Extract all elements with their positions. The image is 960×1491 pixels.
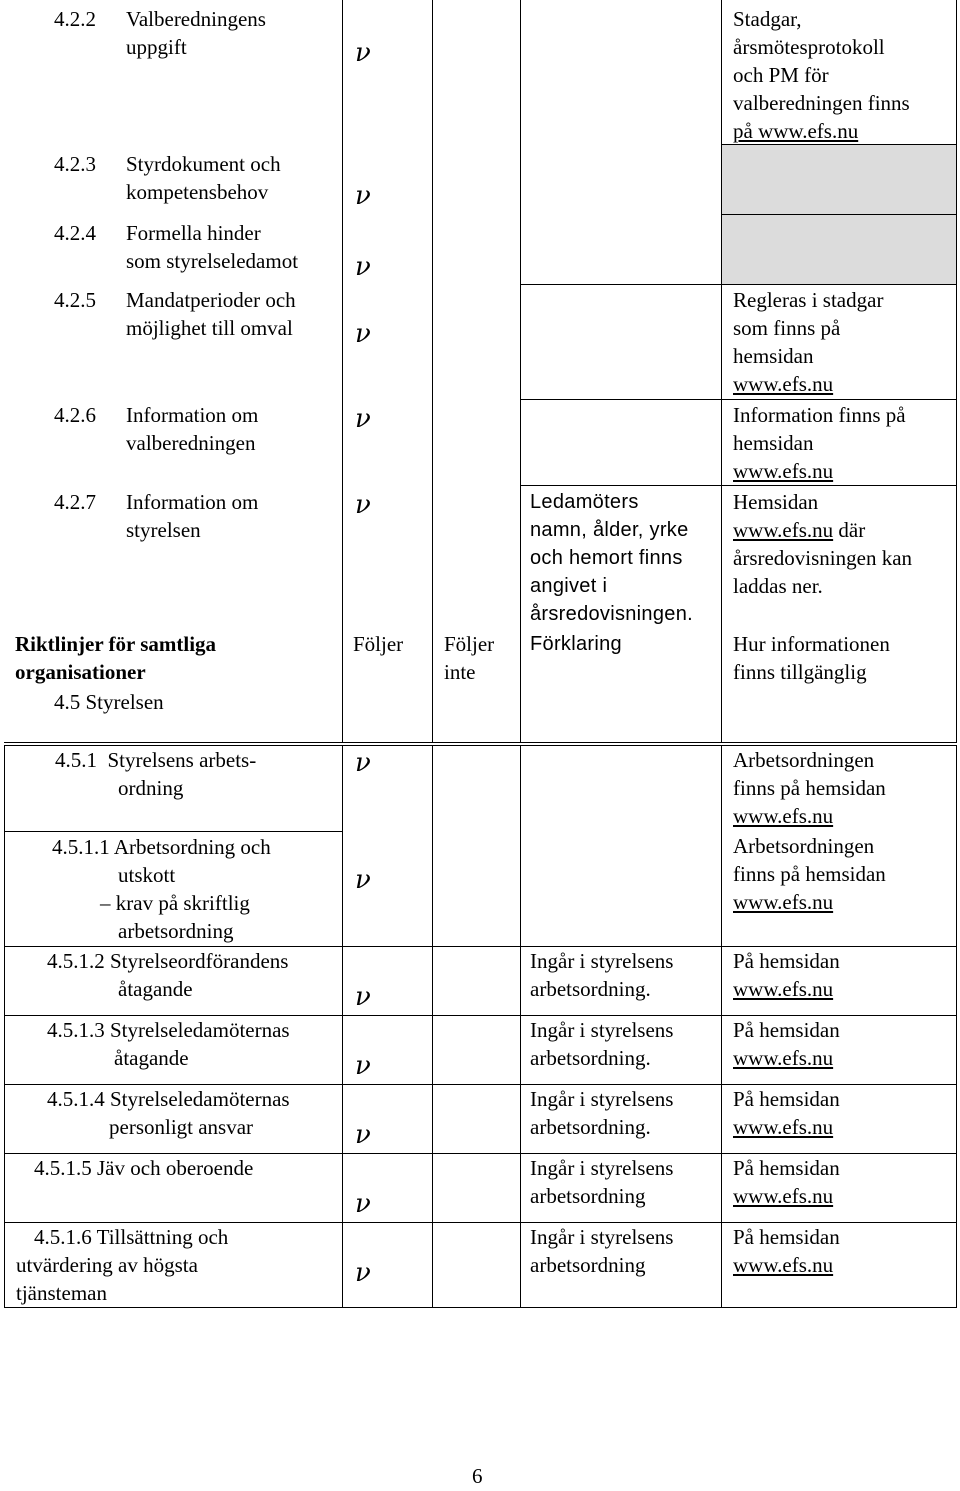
info-text: årsredovisningen kan [733, 546, 913, 570]
website-link[interactable]: på www.efs.nu [733, 119, 859, 143]
info-text: årsmötesprotokoll [733, 35, 885, 59]
check-mark-icon: ν [355, 252, 371, 282]
info-text: Hemsidan [733, 490, 819, 514]
check-mark-icon: ν [355, 490, 371, 520]
comment-text: angivet i [530, 575, 608, 597]
section-title: ordning [118, 776, 184, 800]
info-text: På hemsidan [733, 1087, 840, 1111]
column-header-explanation: Förklaring [530, 633, 622, 655]
section-title: Information om [126, 403, 259, 427]
check-mark-icon: ν [355, 181, 371, 211]
comment-text: Ingår i styrelsens [530, 1156, 674, 1180]
table-row [0, 831, 960, 946]
check-mark-icon: ν [355, 38, 371, 68]
check-mark-icon: ν [355, 748, 371, 778]
column-header-info: Hur informationen [733, 632, 890, 656]
section-heading: Riktlinjer för samtliga [15, 632, 217, 656]
check-mark-icon: ν [355, 1189, 371, 1219]
website-link[interactable]: www.efs.nu [733, 459, 834, 483]
website-link[interactable]: www.efs.nu [733, 977, 834, 1001]
section-title: styrelsen [126, 518, 201, 542]
shaded-cell [721, 215, 957, 285]
website-link[interactable]: www.efs.nu [733, 890, 834, 914]
table-row [0, 1015, 960, 1084]
section-number: 4.2.7 [54, 490, 96, 514]
table-row [0, 400, 960, 486]
check-mark-icon: ν [355, 982, 371, 1012]
section-title: 4.5.1 Styrelsens arbets- [55, 748, 257, 772]
section-number: 4.2.2 [54, 7, 96, 31]
table-row [0, 1222, 960, 1308]
website-link[interactable]: www.efs.nu [733, 518, 834, 542]
section-title: arbetsordning [118, 919, 234, 943]
section-title: – krav på skriftlig [100, 891, 250, 915]
section-title: 4.5.1.3 Styrelseledamöternas [47, 1018, 290, 1042]
section-title: åtagande [118, 977, 193, 1001]
shaded-cell [721, 145, 957, 215]
info-text: På hemsidan [733, 1018, 840, 1042]
check-mark-icon: ν [355, 1051, 371, 1081]
table-row [0, 946, 960, 1015]
comment-text: arbetsordning. [530, 1115, 651, 1139]
section-title: Mandatperioder och [126, 288, 296, 312]
section-title: 4.5.1.1 Arbetsordning och [52, 835, 271, 859]
check-mark-icon: ν [355, 1258, 371, 1288]
column-header-info: finns tillgänglig [733, 660, 867, 684]
comment-text: Ingår i styrelsens [530, 1087, 674, 1111]
info-text: finns på hemsidan [733, 776, 886, 800]
info-text: Arbetsordningen [733, 748, 875, 772]
info-text: Information finns på [733, 403, 906, 427]
comment-text: och hemort finns [530, 547, 683, 569]
comment-text: Ingår i styrelsens [530, 949, 674, 973]
table-header-row [0, 630, 960, 688]
info-text: På hemsidan [733, 949, 840, 973]
section-number: 4.2.6 [54, 403, 96, 427]
section-title: Valberedningens [126, 7, 266, 31]
section-number: 4.2.3 [54, 152, 96, 176]
section-number: 4.2.5 [54, 288, 96, 312]
table-subheader-row [0, 688, 960, 743]
website-link[interactable]: www.efs.nu [733, 804, 834, 828]
comment-text: arbetsordning. [530, 1046, 651, 1070]
comment-text: arbetsordning [530, 1253, 646, 1277]
website-link[interactable]: www.efs.nu [733, 1253, 834, 1277]
info-text: Arbetsordningen [733, 834, 875, 858]
website-link[interactable]: www.efs.nu [733, 1184, 834, 1208]
info-text: valberedningen finns [733, 91, 910, 115]
comment-text: Ingår i styrelsens [530, 1018, 674, 1042]
section-title: uppgift [126, 35, 187, 59]
check-mark-icon: ν [355, 1120, 371, 1150]
website-link[interactable]: www.efs.nu [733, 372, 834, 396]
check-mark-icon: ν [355, 319, 371, 349]
info-text: På hemsidan [733, 1225, 840, 1249]
comment-text: årsredovisningen. [530, 603, 693, 625]
table-row [0, 215, 960, 285]
section-title: åtagande [114, 1046, 189, 1070]
info-text: hemsidan [733, 344, 814, 368]
section-title: valberedningen [126, 431, 256, 455]
info-text: På hemsidan [733, 1156, 840, 1180]
subsection-title: 4.5 Styrelsen [54, 690, 164, 714]
table-row [0, 486, 960, 630]
section-title: kompetensbehov [126, 180, 269, 204]
comment-text: arbetsordning. [530, 977, 651, 1001]
section-title: tjänsteman [16, 1281, 107, 1305]
section-title: personligt ansvar [109, 1115, 254, 1139]
section-title: som styrelseledamot [126, 249, 299, 273]
table-row [0, 145, 960, 215]
section-heading: organisationer [15, 660, 146, 684]
section-title: utskott [118, 863, 176, 887]
info-text: www.efs.nu där [733, 518, 866, 542]
table-row [0, 285, 960, 400]
check-mark-icon: ν [355, 865, 371, 895]
comment-text: Ingår i styrelsens [530, 1225, 674, 1249]
info-text: Stadgar, [733, 7, 802, 31]
comment-text: Ledamöters [530, 491, 639, 513]
column-header-follows: Följer [353, 632, 404, 656]
website-link[interactable]: www.efs.nu [733, 1115, 834, 1139]
section-title: Styrdokument och [126, 152, 281, 176]
section-number: 4.2.4 [54, 221, 96, 245]
column-header-not-follows: inte [444, 660, 476, 684]
info-text: och PM för [733, 63, 829, 87]
section-title: 4.5.1.5 Jäv och oberoende [34, 1156, 254, 1180]
section-title: 4.5.1.4 Styrelseledamöternas [47, 1087, 290, 1111]
table-row [0, 1153, 960, 1222]
table-row [0, 0, 960, 145]
section-title: Formella hinder [126, 221, 261, 245]
section-title: utvärdering av högsta [16, 1253, 198, 1277]
info-text: hemsidan [733, 431, 814, 455]
table-row [0, 745, 960, 831]
info-text: finns på hemsidan [733, 862, 886, 886]
section-title: 4.5.1.2 Styrelseordförandens [47, 949, 289, 973]
section-title: möjlighet till omval [126, 316, 293, 340]
info-text: Regleras i stadgar [733, 288, 884, 312]
section-title: Information om [126, 490, 259, 514]
comment-text: namn, ålder, yrke [530, 519, 689, 541]
table-row [0, 1084, 960, 1153]
section-title: 4.5.1.6 Tillsättning och [34, 1225, 229, 1249]
comment-text: arbetsordning [530, 1184, 646, 1208]
check-mark-icon: ν [355, 404, 371, 434]
info-text: laddas ner. [733, 574, 823, 598]
info-text: som finns på [733, 316, 841, 340]
column-header-not-follows: Följer [444, 632, 495, 656]
page-number: 6 [472, 1464, 483, 1488]
website-link[interactable]: www.efs.nu [733, 1046, 834, 1070]
